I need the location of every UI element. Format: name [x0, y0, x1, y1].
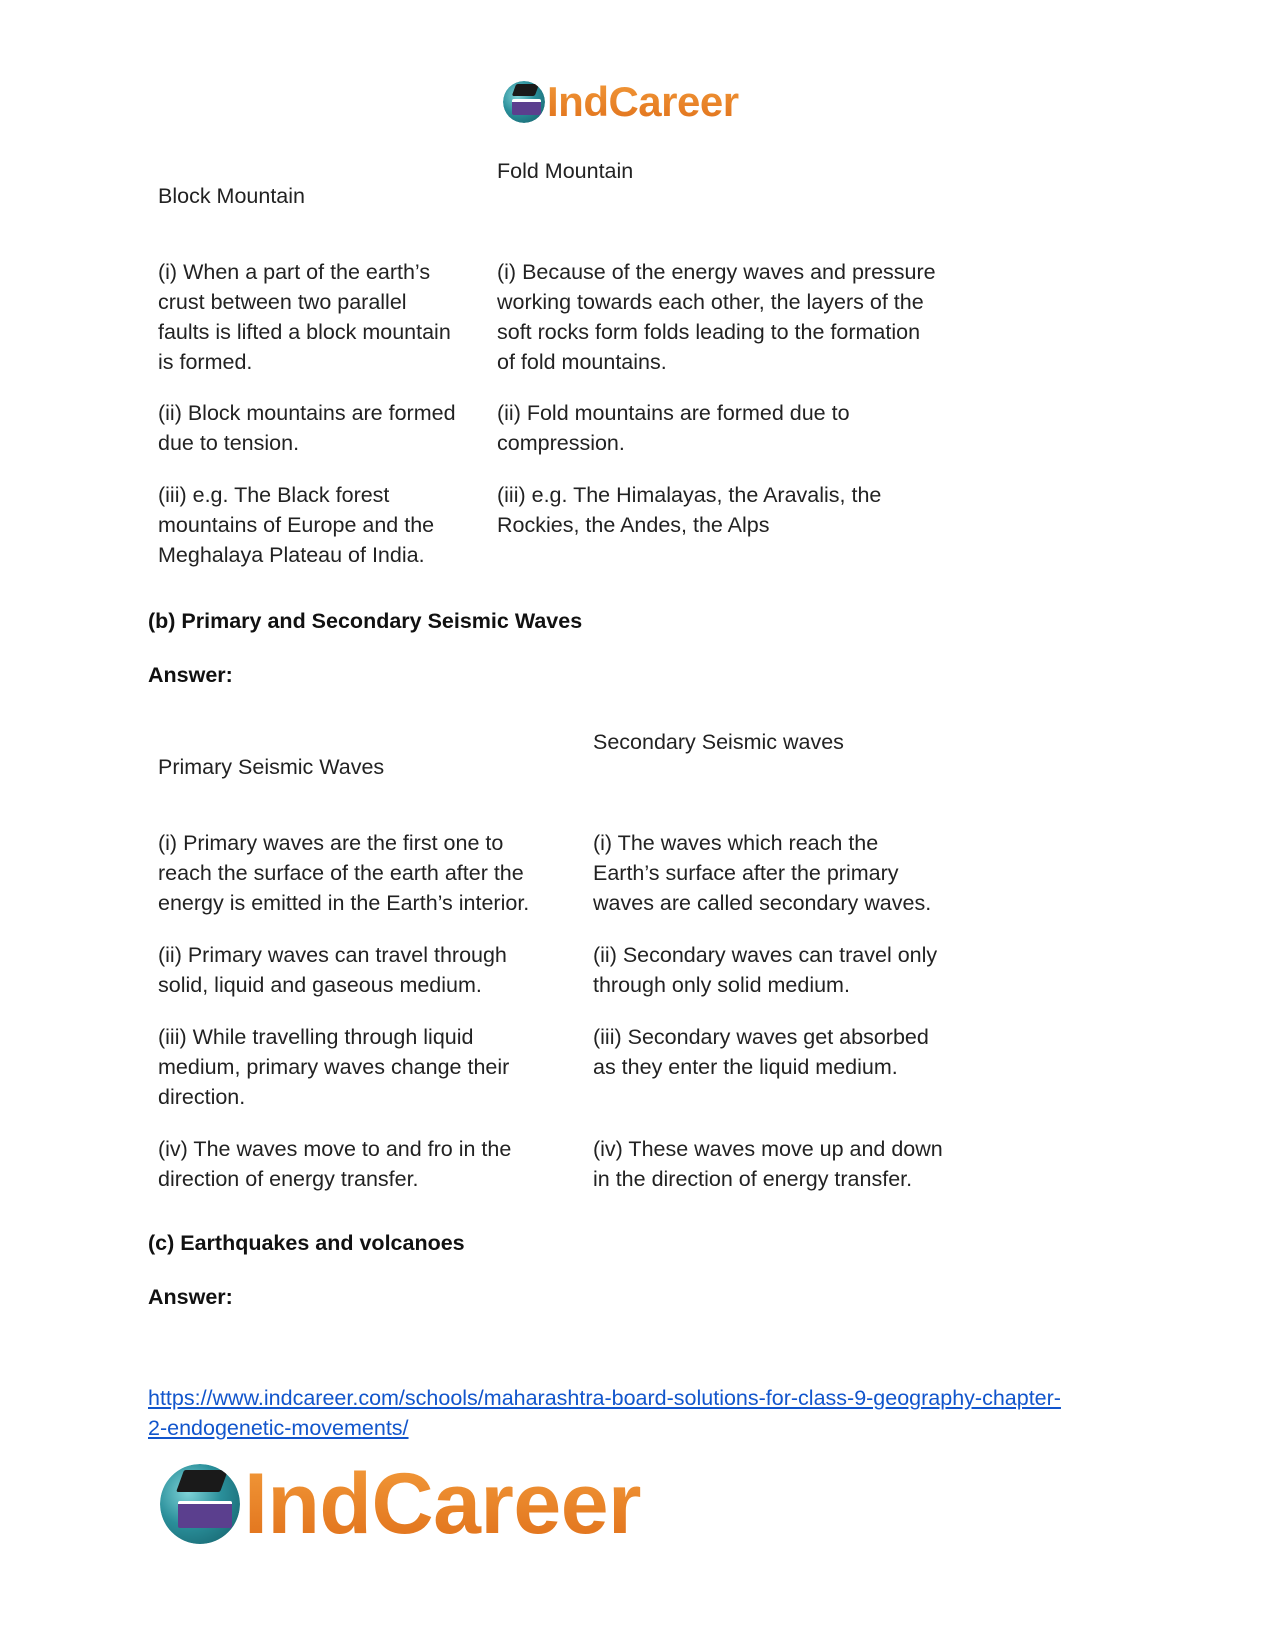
table1-cell: Meghalaya Plateau of India.	[158, 543, 425, 567]
table2-cell: as they enter the liquid medium.	[593, 1055, 898, 1079]
table2-cell: (i) Primary waves are the first one to	[158, 831, 504, 855]
table2-cell: direction of energy transfer.	[158, 1167, 419, 1191]
table1-cell: crust between two parallel	[158, 290, 407, 314]
table2-cell: reach the surface of the earth after the	[158, 861, 524, 885]
table1-cell: is formed.	[158, 350, 253, 374]
footer-url-link[interactable]: https://www.indcareer.com/schools/maharashtra-board-solutions-for-class-9-geography-chapter-	[148, 1386, 1061, 1410]
globe-book-icon	[160, 1464, 240, 1544]
table1-header-right: Fold Mountain	[497, 159, 634, 183]
table2-cell: in the direction of energy transfer.	[593, 1167, 913, 1191]
table1-cell: due to tension.	[158, 431, 300, 455]
table1-cell: faults is lifted a block mountain	[158, 320, 451, 344]
table2-cell: through only solid medium.	[593, 973, 850, 997]
table2-header-left: Primary Seismic Waves	[158, 755, 385, 779]
table1-cell: (i) Because of the energy waves and pressure	[497, 260, 936, 284]
table1-cell: (ii) Fold mountains are formed due to	[497, 401, 850, 425]
table2-cell: (iv) These waves move up and down	[593, 1137, 943, 1161]
table2-header-right: Secondary Seismic waves	[593, 730, 844, 754]
table2-cell: direction.	[158, 1085, 246, 1109]
section-c-answer-label: Answer:	[148, 1285, 233, 1309]
section-b-heading: (b) Primary and Secondary Seismic Waves	[148, 609, 583, 633]
table2-cell: Earth’s surface after the primary	[593, 861, 899, 885]
logo-wordmark: IndCareer	[547, 78, 739, 125]
table1-cell: of fold mountains.	[497, 350, 667, 374]
table2-cell: waves are called secondary waves.	[593, 891, 932, 915]
table2-cell: (iv) The waves move to and fro in the	[158, 1137, 512, 1161]
table1-cell: (iii) e.g. The Black forest	[158, 483, 390, 507]
table2-cell: medium, primary waves change their	[158, 1055, 510, 1079]
footer-logo	[160, 1456, 641, 1552]
table2-cell: (ii) Primary waves can travel through	[158, 943, 507, 967]
table2-cell: energy is emitted in the Earth’s interior.	[158, 891, 530, 915]
table1-cell: mountains of Europe and the	[158, 513, 435, 537]
footer-url-link-continued[interactable]: 2-endogenetic-movements/	[148, 1416, 409, 1440]
globe-book-icon	[503, 81, 545, 123]
table1-cell: (i) When a part of the earth’s	[158, 260, 431, 284]
table2-cell: solid, liquid and gaseous medium.	[158, 973, 482, 997]
table1-cell: (iii) e.g. The Himalayas, the Aravalis, the	[497, 483, 882, 507]
logo-wordmark: IndCareer	[244, 1456, 641, 1552]
table2-cell: (iii) Secondary waves get absorbed	[593, 1025, 929, 1049]
header-logo	[503, 78, 739, 126]
table1-cell: (ii) Block mountains are formed	[158, 401, 456, 425]
section-b-answer-label: Answer:	[148, 663, 233, 687]
table1-cell: working towards each other, the layers of the	[497, 290, 924, 314]
section-c-heading: (c) Earthquakes and volcanoes	[148, 1231, 465, 1255]
table1-cell: Rockies, the Andes, the Alps	[497, 513, 770, 537]
table2-cell: (ii) Secondary waves can travel only	[593, 943, 938, 967]
table1-cell: compression.	[497, 431, 625, 455]
table1-header-left: Block Mountain	[158, 184, 305, 208]
table1-cell: soft rocks form folds leading to the formation	[497, 320, 921, 344]
table2-cell: (i) The waves which reach the	[593, 831, 879, 855]
table2-cell: (iii) While travelling through liquid	[158, 1025, 474, 1049]
